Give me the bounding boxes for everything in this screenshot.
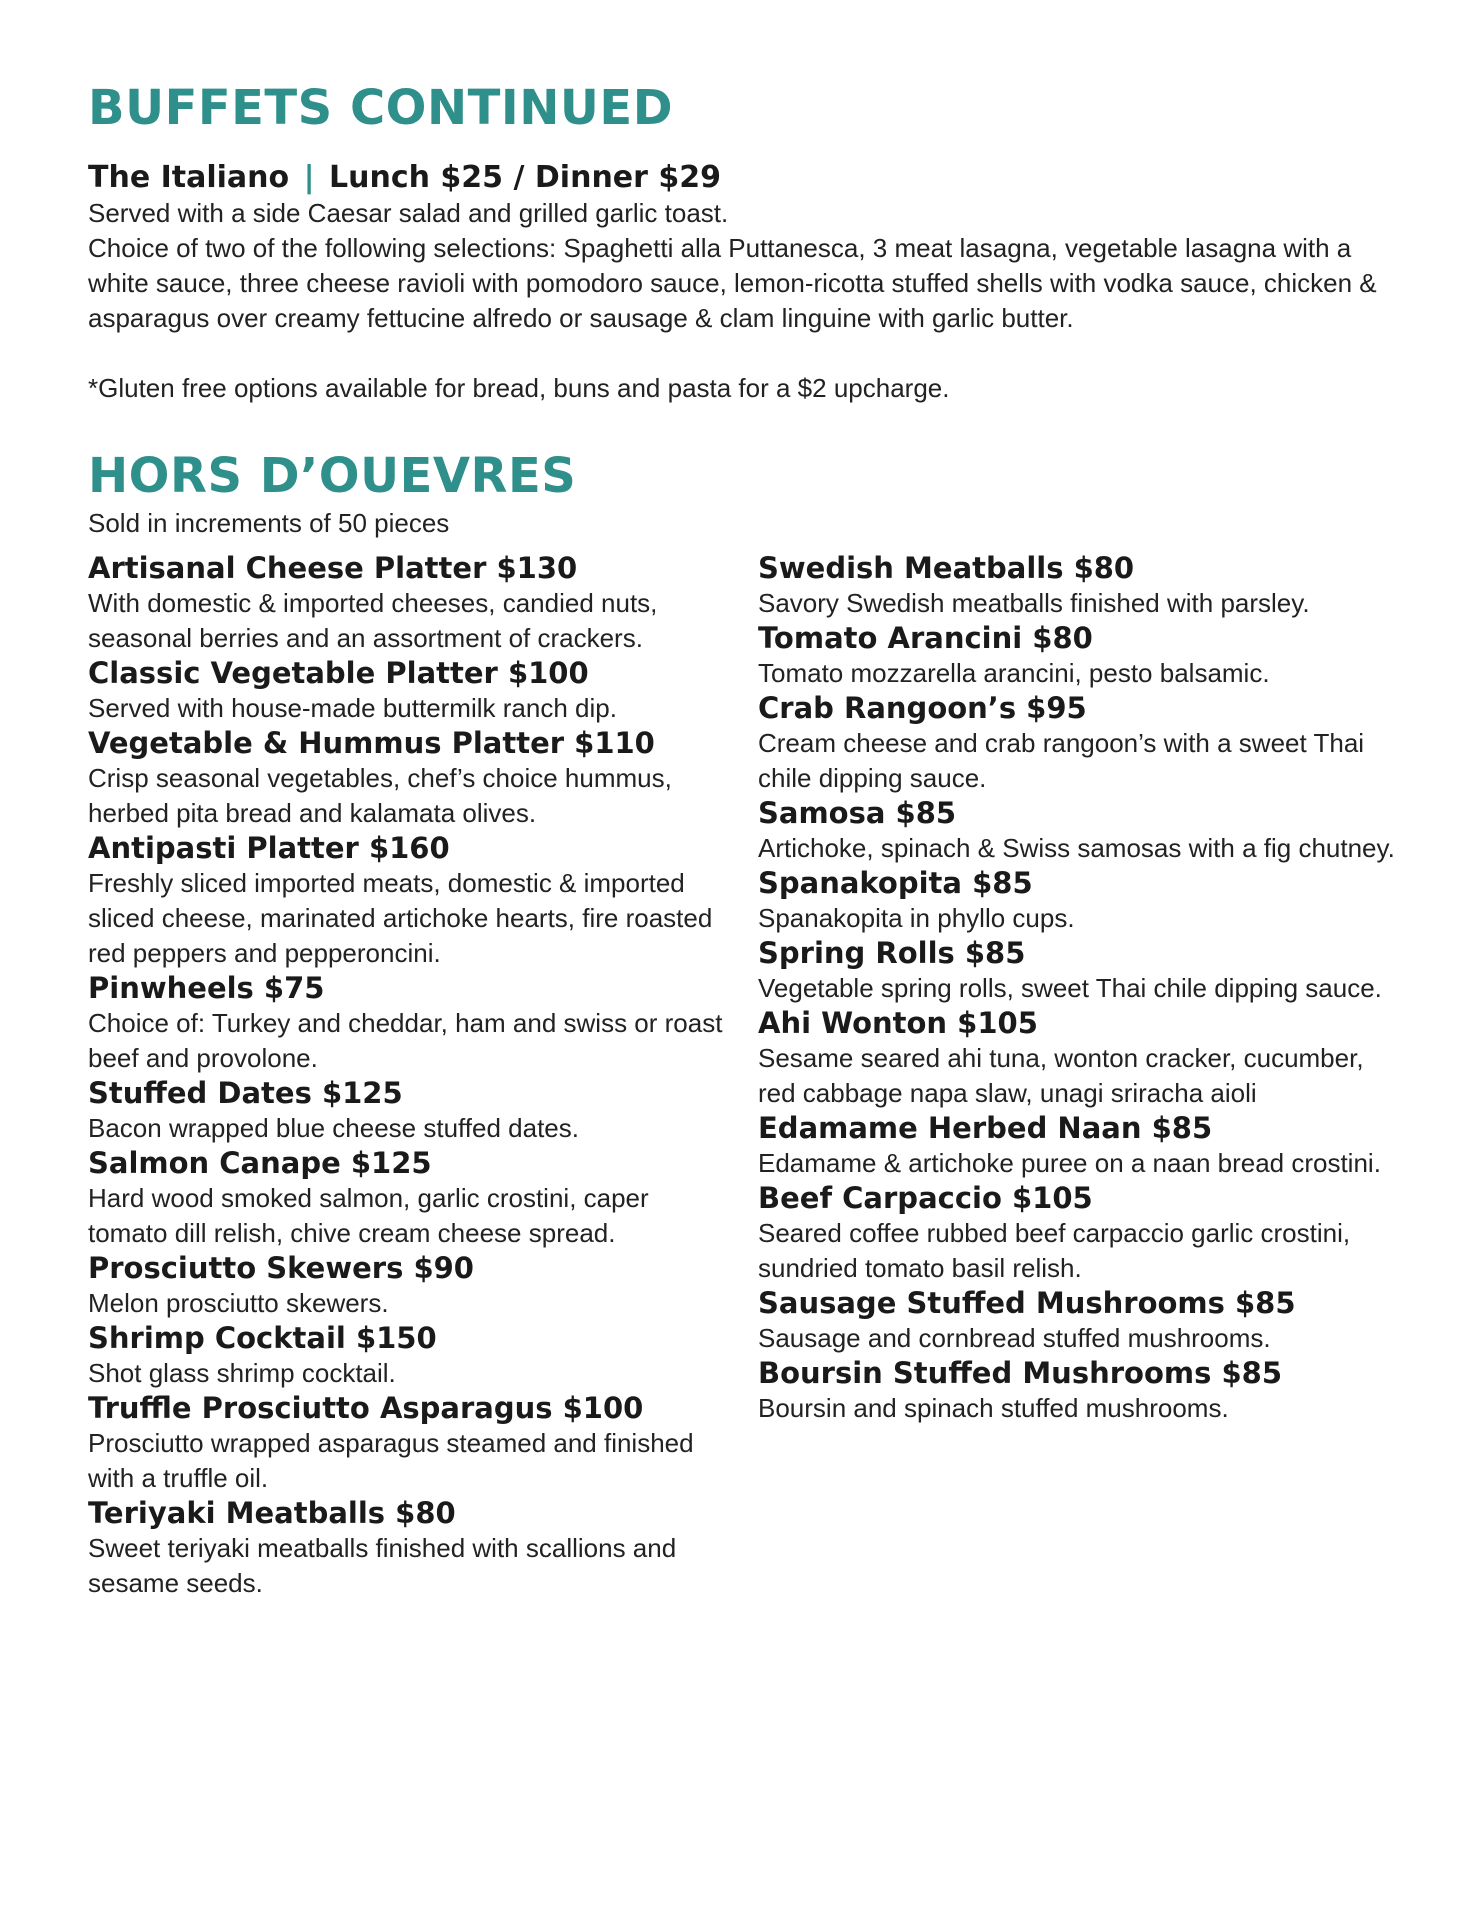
menu-item [758, 1181, 1408, 1286]
gluten-free-note: *Gluten free options available for bread, buns and pasta for a $2 upcharge. [88, 373, 950, 403]
menu-item [88, 656, 728, 726]
menu-item [758, 1286, 1408, 1356]
menu-item [758, 1356, 1408, 1426]
menu-item [88, 1391, 728, 1496]
menu-item [88, 1496, 728, 1601]
hors-right-column [758, 551, 1408, 1426]
item-name: Pinwheels $75 [88, 971, 325, 1005]
item-name: Tomato Arancini $80 [758, 621, 1093, 655]
menu-item [88, 1251, 728, 1321]
item-name: Prosciutto Skewers $90 [88, 1251, 474, 1285]
item-name: Spanakopita $85 [758, 866, 1033, 900]
menu-item [88, 726, 728, 831]
hors-subtitle: Sold in increments of 50 pieces [88, 508, 450, 538]
item-desc: Melon prosciutto skewers. [88, 1288, 389, 1318]
item-name: Teriyaki Meatballs $80 [88, 1496, 456, 1530]
item-desc: Boursin and spinach stuffed mushrooms. [758, 1393, 1229, 1423]
item-name: Sausage Stuffed Mushrooms $85 [758, 1286, 1296, 1320]
item-name: Shrimp Cocktail $150 [88, 1321, 437, 1355]
hors-title: HORS D’OUEVRES [88, 448, 577, 504]
menu-item [758, 936, 1408, 1006]
item-desc: Crisp seasonal vegetables, chef’s choice hummus, herbed pita bread and kalamata olives. [88, 763, 672, 828]
item-desc: Savory Swedish meatballs finished with parsley. [758, 588, 1310, 618]
item-desc: Tomato mozzarella arancini, pesto balsamic. [758, 658, 1270, 688]
item-name: Vegetable & Hummus Platter $110 [88, 726, 655, 760]
italiano-desc-choices: Choice of two of the following selections: Spaghetti alla Puttanesca, 3 meat lasagna, vegetable lasagna with a white sauce, three cheese ravioli with pomodoro sauce, lemon-ricotta stuffed shells with vodka sauce, chicken & asparagus over creamy fettucine alfredo or sausage & clam linguine with garlic butter. [88, 233, 1377, 333]
item-name: Boursin Stuffed Mushrooms $85 [758, 1356, 1282, 1390]
item-desc: Edamame & artichoke puree on a naan bread crostini. [758, 1148, 1381, 1178]
menu-item [88, 971, 728, 1076]
menu-item [758, 691, 1408, 796]
italiano-heading [88, 160, 1408, 196]
menu-item [88, 1321, 728, 1391]
item-desc: Shot glass shrimp cocktail. [88, 1358, 396, 1388]
item-name: Edamame Herbed Naan $85 [758, 1111, 1213, 1145]
hors-columns [88, 551, 1408, 1651]
menu-item [758, 621, 1408, 691]
item-name: Artisanal Cheese Platter $130 [88, 551, 578, 585]
item-name: Salmon Canape $125 [88, 1146, 432, 1180]
item-name: Swedish Meatballs $80 [758, 551, 1135, 585]
item-desc: Sesame seared ahi tuna, wonton cracker, cucumber, red cabbage napa slaw, unagi sriracha aioli [758, 1043, 1364, 1108]
item-desc: Choice of: Turkey and cheddar, ham and swiss or roast beef and provolone. [88, 1008, 723, 1073]
item-desc: Served with house-made buttermilk ranch dip. [88, 693, 617, 723]
menu-item [88, 1146, 728, 1251]
menu-item [758, 866, 1408, 936]
italiano-pricing: Lunch $25 / Dinner $29 [329, 160, 722, 195]
menu-item [88, 1076, 728, 1146]
menu-item [758, 1006, 1408, 1111]
item-desc: Vegetable spring rolls, sweet Thai chile dipping sauce. [758, 973, 1382, 1003]
italiano-desc-side: Served with a side Caesar salad and grilled garlic toast. [88, 198, 729, 228]
item-desc: Cream cheese and crab rangoon’s with a sweet Thai chile dipping sauce. [758, 728, 1365, 793]
menu-item [88, 831, 728, 971]
item-desc: Seared coffee rubbed beef carpaccio garlic crostini, sundried tomato basil relish. [758, 1218, 1351, 1283]
item-name: Spring Rolls $85 [758, 936, 1026, 970]
menu-page [88, 78, 1408, 1651]
item-desc: With domestic & imported cheeses, candied nuts, seasonal berries and an assortment of crackers. [88, 588, 658, 653]
item-name: Ahi Wonton $105 [758, 1006, 1038, 1040]
item-desc: Freshly sliced imported meats, domestic & imported sliced cheese, marinated artichoke hearts, fire roasted red peppers and pepperoncini. [88, 868, 713, 968]
item-desc: Hard wood smoked salmon, garlic crostini, caper tomato dill relish, chive cream cheese spread. [88, 1183, 649, 1248]
buffets-title: BUFFETS CONTINUED [88, 80, 674, 136]
item-name: Crab Rangoon’s $95 [758, 691, 1087, 725]
item-desc: Bacon wrapped blue cheese stuffed dates. [88, 1113, 579, 1143]
italiano-name: The Italiano [88, 160, 290, 195]
menu-item [88, 551, 728, 656]
item-name: Truffle Prosciutto Asparagus $100 [88, 1391, 644, 1425]
item-desc: Sausage and cornbread stuffed mushrooms. [758, 1323, 1271, 1353]
item-name: Stuffed Dates $125 [88, 1076, 403, 1110]
item-name: Beef Carpaccio $105 [758, 1181, 1093, 1215]
italiano-separator: | [303, 160, 315, 195]
menu-item [758, 796, 1408, 866]
item-name: Classic Vegetable Platter $100 [88, 656, 589, 690]
item-desc: Prosciutto wrapped asparagus steamed and finished with a truffle oil. [88, 1428, 694, 1493]
menu-item [758, 1111, 1408, 1181]
item-desc: Spanakopita in phyllo cups. [758, 903, 1075, 933]
item-name: Antipasti Platter $160 [88, 831, 450, 865]
menu-item [758, 551, 1408, 621]
hors-left-column [88, 551, 728, 1601]
item-desc: Artichoke, spinach & Swiss samosas with a fig chutney. [758, 833, 1395, 863]
item-name: Samosa $85 [758, 796, 957, 830]
item-desc: Sweet teriyaki meatballs finished with scallions and sesame seeds. [88, 1533, 677, 1598]
